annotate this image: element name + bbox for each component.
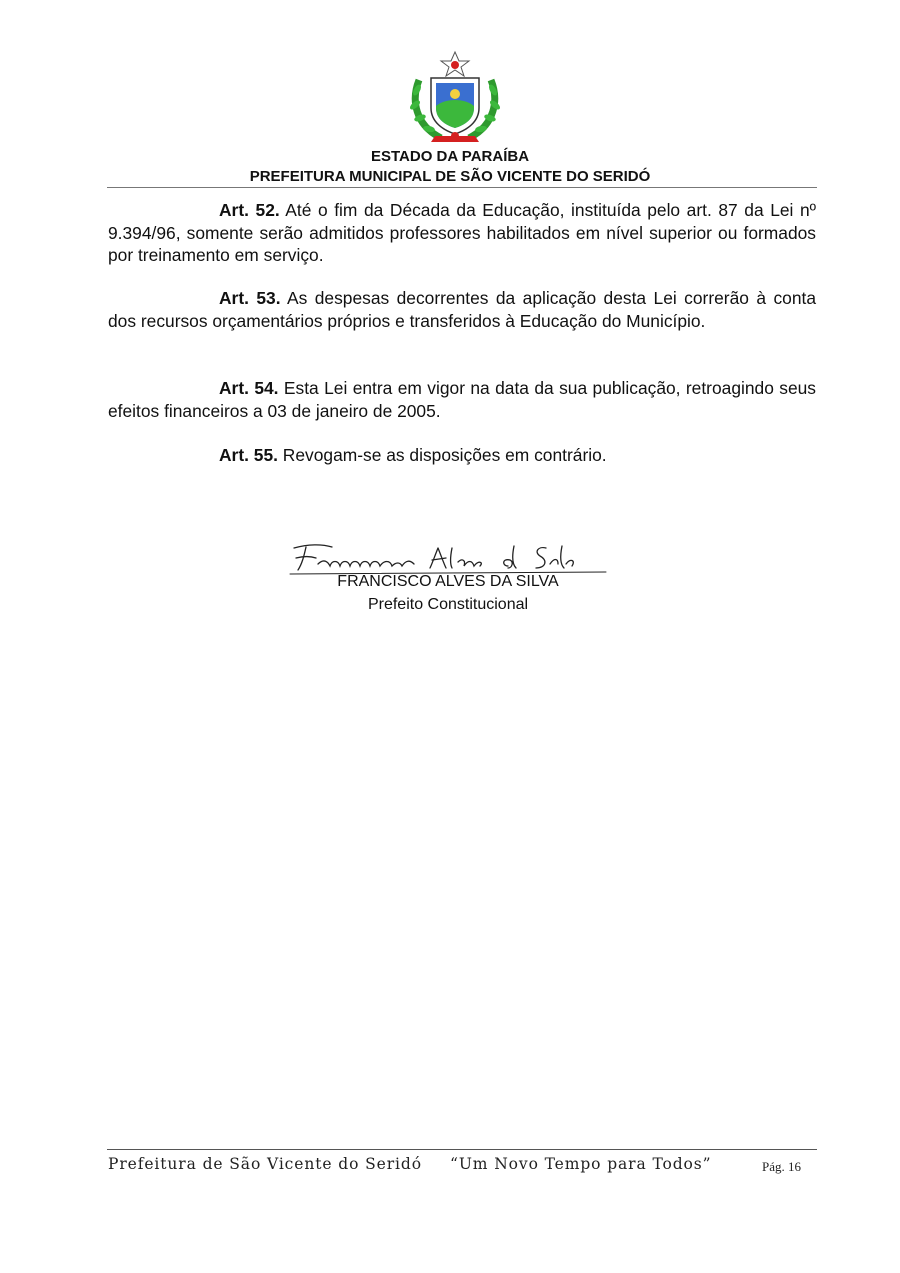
header-state: ESTADO DA PARAÍBA [370,148,530,165]
article-label: Art. 54. [219,378,279,398]
header-municipality: PREFEITURA MUNICIPAL DE SÃO VICENTE DO SERIDÓ [249,168,651,185]
article-52 [108,199,816,267]
article-text: Esta Lei entra em vigor na data da sua publicação, retroagindo seus efeitos financeiros a 03 de janeiro de 2005. [108,378,816,421]
header-divider [107,187,817,188]
signatory-name: FRANCISCO ALVES DA SILVA [337,573,559,590]
coat-of-arms-icon [405,50,505,146]
footer-text: Prefeitura de São Vicente do Seridó [108,1155,422,1173]
article-55 [108,444,816,467]
article-text: As despesas decorrentes da aplicação desta Lei correrão à conta dos recursos orçamentários próprios e transferidos à Educação do Município. [108,288,816,331]
article-label: Art. 52. [219,200,280,220]
article-text: Revogam-se as disposições em contrário. [277,445,607,465]
page-number: Pág. 16 [762,1159,801,1174]
footer-motto: “Um Novo Tempo para Todos” [450,1155,712,1173]
article-label: Art. 53. [219,288,281,308]
article-text: Até o fim da Década da Educação, instituída pelo art. 87 da Lei nº 9.394/96, somente serão admitidos professores habilitados em nível superior ou formados por treinamento em serviço. [108,200,816,265]
article-53 [108,287,816,332]
article-label: Art. 55. [219,445,278,465]
footer-divider [107,1149,817,1150]
article-54 [108,377,816,422]
signatory-role: Prefeito Constitucional [367,596,529,613]
